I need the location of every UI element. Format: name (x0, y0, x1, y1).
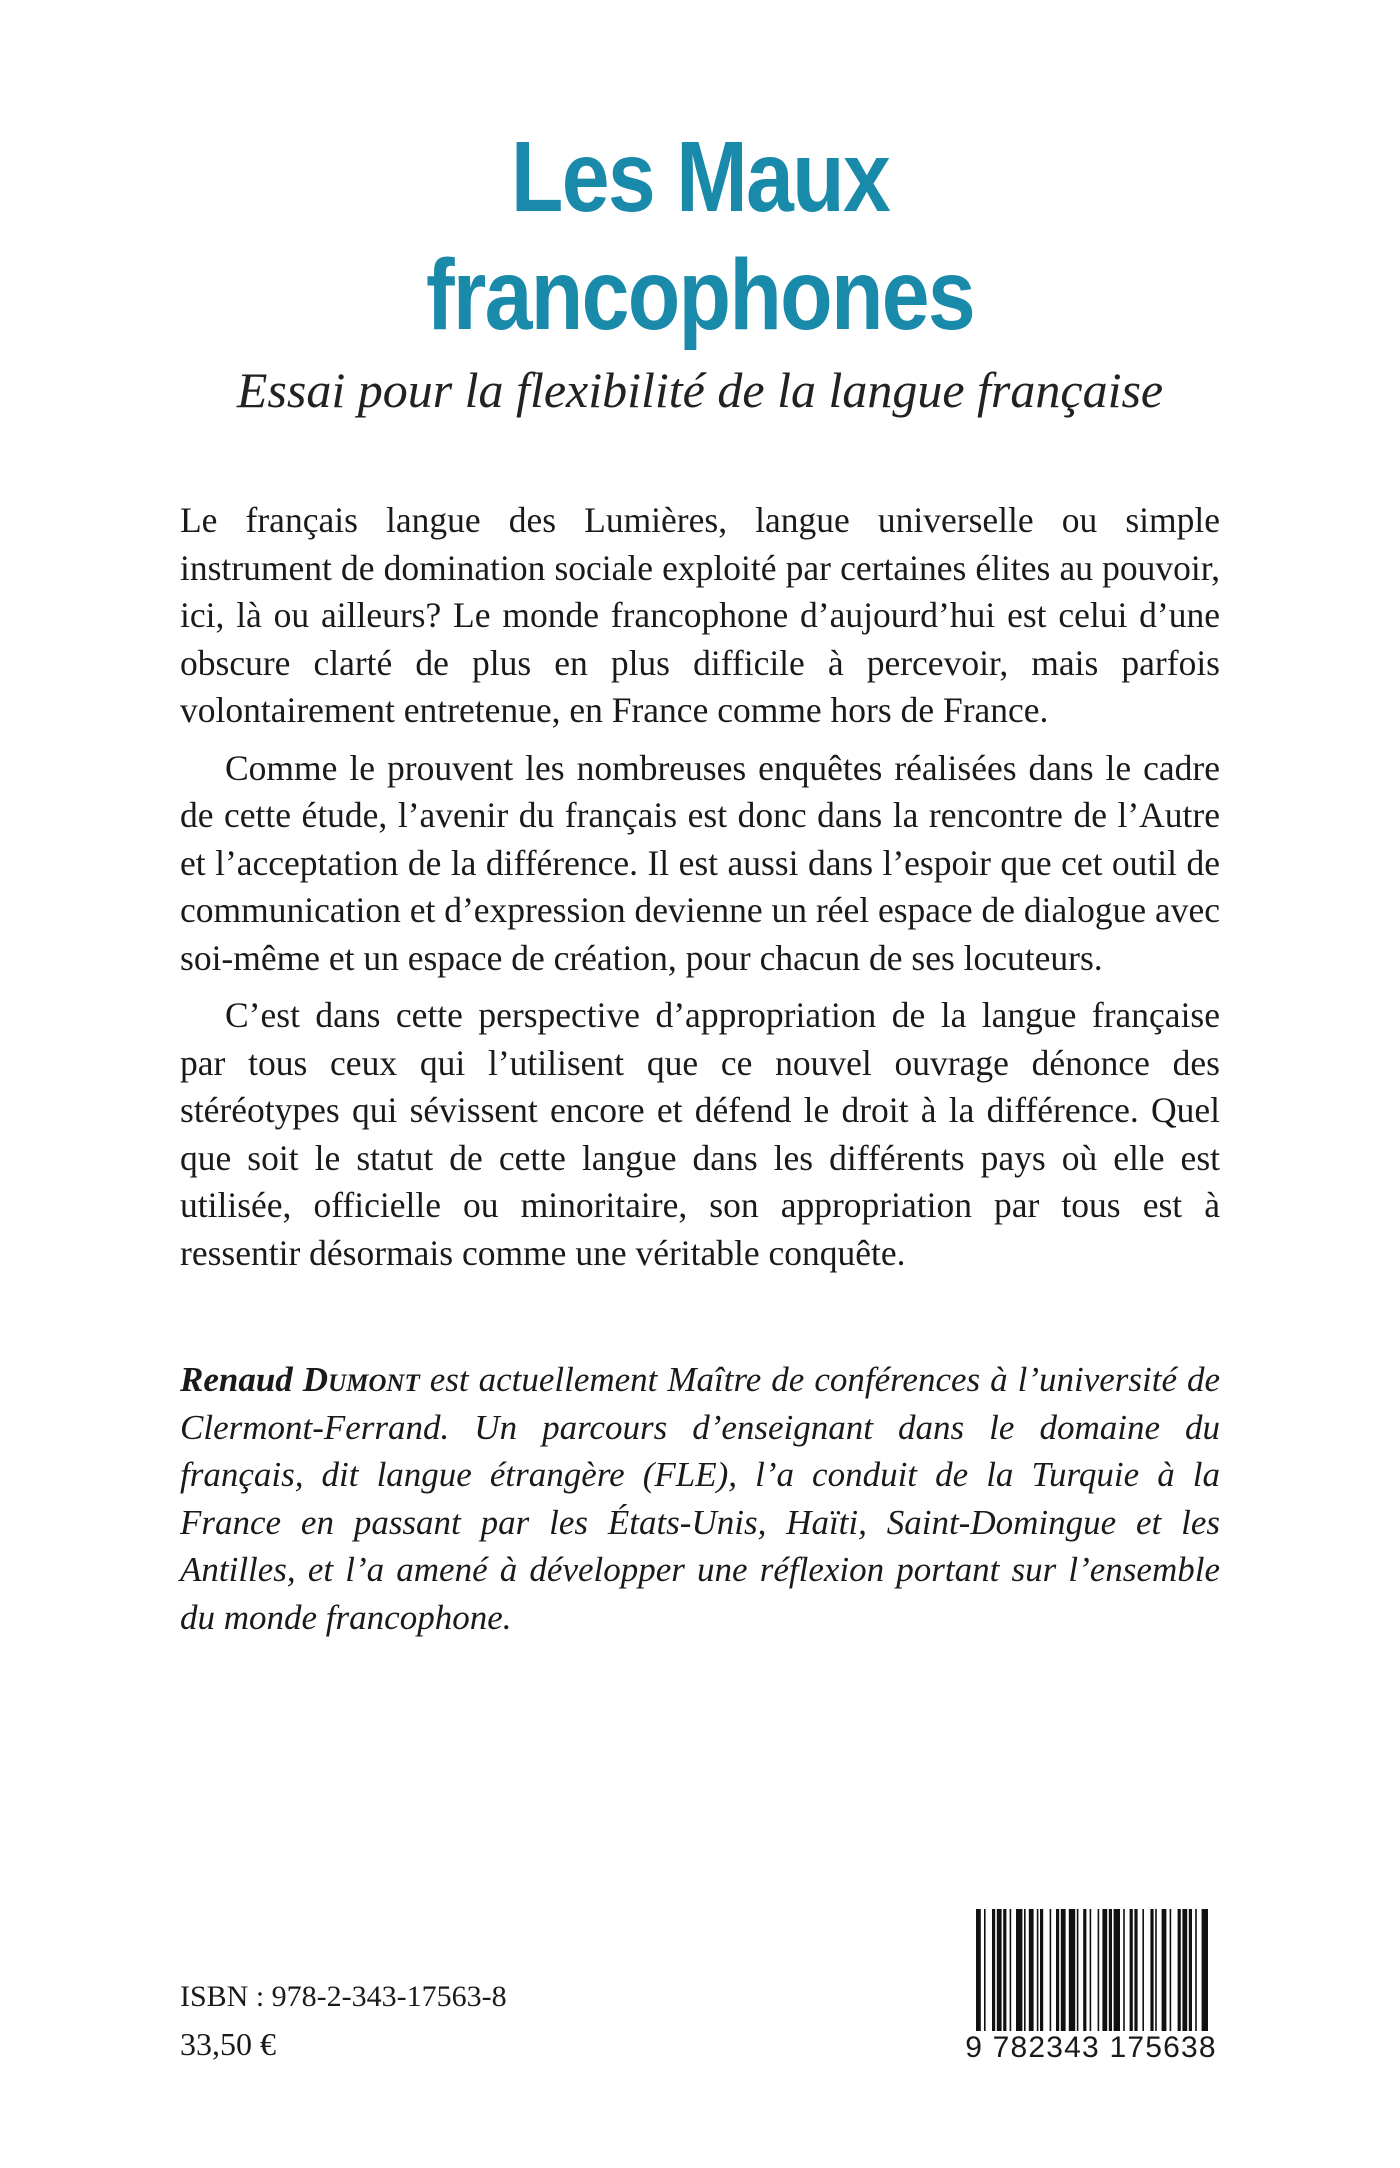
isbn: ISBN : 978-2-343-17563-8 (180, 1980, 507, 2013)
barcode-bar (1170, 1909, 1172, 2033)
barcode-bar (1090, 1909, 1092, 2033)
barcode-bar (1114, 1909, 1120, 2033)
barcode-bar (997, 1909, 1002, 2033)
barcode-bar (1016, 1909, 1022, 2033)
barcode-bar (1050, 1909, 1052, 2033)
barcode-bar (1123, 1909, 1125, 2033)
barcode-bar (1077, 1909, 1079, 2033)
barcode-bar (1202, 1909, 1208, 2033)
barcode-bar (1010, 1909, 1012, 2033)
barcode-bar (1109, 1909, 1112, 2033)
barcode-bar (1083, 1909, 1086, 2033)
barcode-bar (1040, 1909, 1043, 2033)
barcode-bar (1182, 1909, 1187, 2033)
barcode-bar (1056, 1909, 1059, 2033)
barcode-bar (1150, 1909, 1153, 2033)
title-line-1: Les Maux (510, 121, 890, 233)
author-bio-text: est actuellement Maître de conférences à l’université de Clermont-Ferrand. Un parcours d’enseignant dans le domaine du français, dit langue étrangère (FLE), l’a conduit de la Turquie à la France en passant par les États-Unis, Haïti, Saint-Domingue et les Antilles, et l’a amené à développer une réflexion portant sur l’ensemble du monde francophone. (180, 1360, 1221, 1637)
author-name (180, 1360, 420, 1399)
blurb-paragraph-2: Comme le prouvent les nombreuses enquêtes réalisées dans le cadre de cette étude, l’avenir du français est donc dans la rencontre de l’Autre et l’acceptation de la différence. Il est aussi dans l’espoir que cet outil de communication et d’expression devienne un réel espace de dialogue avec soi-même et un espace de création, pour chacun de ses locuteurs. (180, 747, 1220, 978)
barcode-bar (1155, 1909, 1157, 2033)
author-last-name: Dumont (302, 1360, 420, 1399)
blurb-paragraph-3: C’est dans cette perspective d’appropriation de la langue française par tous ceux qui l’utilisent que ce nouvel ouvrage dénonce des stéréotypes qui sévissent encore et défend le droit à la différence. Quel que soit le statut de cette langue dans les différents pays où elle est utilisée, officielle ou minoritaire, son appropriation par tous est à ressentir désormais comme une véritable conquête. (180, 995, 1220, 1273)
barcode-bar (1069, 1909, 1075, 2033)
barcode-bar (1162, 1909, 1167, 2033)
barcode-bar (1061, 1909, 1066, 2033)
barcode-bar (1134, 1909, 1137, 2033)
barcode-bar (992, 1909, 995, 2033)
barcode-bar (1195, 1909, 1197, 2033)
barcode-bar (1037, 1909, 1039, 2033)
barcode-bar (984, 1909, 986, 2033)
barcode-bar (976, 1909, 981, 2033)
barcode-bar (1029, 1909, 1034, 2033)
book-subtitle: Essai pour la flexibilité de la langue française (236, 362, 1164, 418)
barcode-bar (1130, 1909, 1133, 2033)
barcode-bar (1003, 1909, 1006, 2033)
author-first-name: Renaud (180, 1360, 293, 1399)
title-line-2: francophones (426, 239, 974, 351)
barcode-bar (1024, 1909, 1026, 2033)
barcode (962, 1905, 1220, 2070)
blurb (180, 497, 1220, 1287)
barcode-bar (1189, 1909, 1192, 2033)
book-title (98, 118, 1302, 354)
barcode-bar (1102, 1909, 1107, 2033)
barcode-bar (1142, 1909, 1144, 2033)
barcode-bar (1178, 1909, 1181, 2033)
price: 33,50 € (180, 2026, 276, 2062)
barcode-digits: 9 782343 175638 (962, 2031, 1220, 2065)
barcode-bar (1098, 1909, 1100, 2033)
author-bio (180, 1356, 1220, 1641)
blurb-paragraph-1: Le français langue des Lumières, langue universelle ou simple instrument de domination sociale exploité par certaines élites au pouvoir, ici, là ou ailleurs? Le monde francophone d’aujourd’hui est celui d’une obscure clarté de plus en plus difficile à percevoir, mais parfois volontairement entretenue, en France comme hors de France. (180, 500, 1220, 730)
